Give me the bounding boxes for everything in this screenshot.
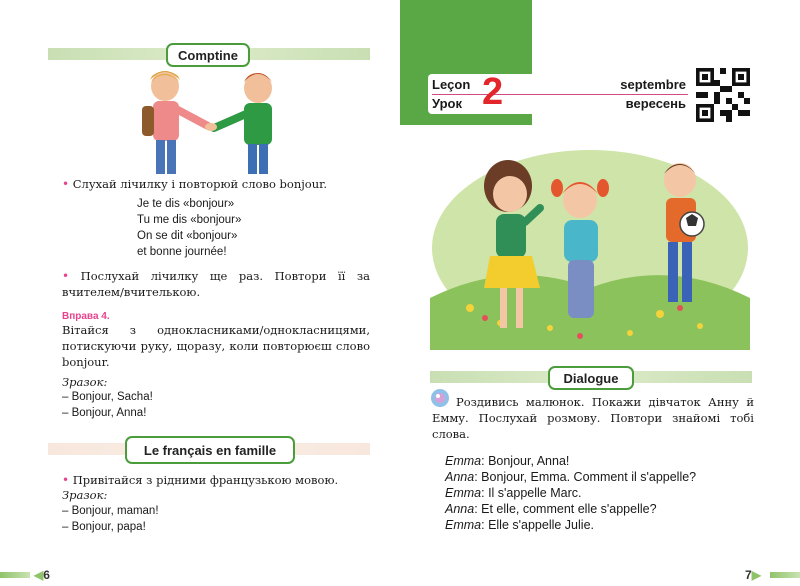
page-number-right-text: 7	[745, 568, 752, 582]
instruction-repeat-text: Послухай лічилку ще раз. Повтори її за вчителем/вчителькою.	[62, 269, 371, 299]
dialogue-speaker: Anna	[445, 470, 475, 484]
month-fr: septembre	[620, 77, 686, 92]
dialogue-speaker: Emma	[445, 518, 482, 532]
exercise-text: Вітайся з однокласниками/однокласницями, потискуючи руку, щоразу, коли повторюєш слово bonjour.	[62, 323, 370, 369]
page-number-right	[745, 568, 761, 582]
sample-line: – Bonjour, Anna!	[62, 407, 147, 419]
dialogue-instruction: Роздивись малюнок. Покажи дівчаток Анну й Емму. Послухай розмову. Повтори знайомі тобі слова.	[432, 395, 754, 441]
sample-label: Зразок:	[62, 488, 108, 502]
instruction-family-text: Привітайся з рідними французькою мовою.	[72, 473, 339, 487]
sample-line: – Bonjour, Sacha!	[62, 391, 153, 403]
qr-code-icon[interactable]	[696, 68, 750, 122]
poem-line: Tu me dis «bonjour»	[137, 214, 242, 226]
instruction-repeat	[62, 268, 370, 300]
exercise-label: Вправа 4.	[62, 311, 110, 322]
poem-line: Je te dis «bonjour»	[137, 198, 235, 210]
bullet-icon: •	[62, 269, 70, 283]
arrow-right-icon: ▶	[751, 568, 761, 582]
dialogue-text: : Bonjour, Emma. Comment il s'appelle?	[474, 470, 697, 484]
instruction-listen-text: Слухай лічилку і повторюй слово bonjour.	[72, 177, 328, 191]
urok-label: Урок	[432, 96, 462, 111]
footer-bar-left	[0, 572, 30, 578]
dialogue-speaker: Emma	[445, 486, 482, 500]
instruction-listen	[62, 176, 382, 192]
comptine-title: Comptine	[166, 43, 250, 67]
lesson-number: 2	[482, 71, 504, 113]
dialogue-speaker: Emma	[445, 454, 482, 468]
children-meadow-illustration	[430, 138, 750, 350]
family-title: Le français en famille	[125, 436, 295, 464]
sample-line: – Bonjour, maman!	[62, 505, 159, 517]
dialogue-line	[445, 485, 581, 501]
bullet-icon: •	[62, 177, 70, 191]
dialogue-line	[445, 501, 657, 517]
page-number-left-text: 6	[43, 568, 50, 582]
dialogue-text: : Elle s'appelle Julie.	[481, 518, 594, 532]
page-number-left	[34, 568, 50, 582]
dialogue-title: Dialogue	[548, 366, 634, 390]
dialogue-text: : Il s'appelle Marc.	[481, 486, 582, 500]
dialogue-line	[445, 469, 696, 485]
bullet-icon: •	[62, 473, 70, 487]
poem-line: et bonne journée!	[137, 246, 227, 258]
sample-label: Зразок:	[62, 375, 108, 389]
dialogue-text: : Bonjour, Anna!	[481, 454, 570, 468]
dialogue-speaker: Anna	[445, 502, 475, 516]
month-ua: вересень	[625, 96, 686, 111]
lecon-label: Leçon	[432, 77, 471, 92]
footer-bar-right	[770, 572, 800, 578]
lesson-header-divider	[432, 94, 688, 95]
dialogue-line	[445, 517, 594, 533]
sample-line: – Bonjour, papa!	[62, 521, 146, 533]
instruction-family	[62, 472, 372, 488]
poem-line: On se dit «bonjour»	[137, 230, 238, 242]
arrow-left-icon: ◀	[34, 568, 44, 582]
dialogue-text: : Et elle, comment elle s'appelle?	[474, 502, 657, 516]
boys-handshake-illustration	[120, 68, 300, 176]
dialogue-line	[445, 453, 569, 469]
